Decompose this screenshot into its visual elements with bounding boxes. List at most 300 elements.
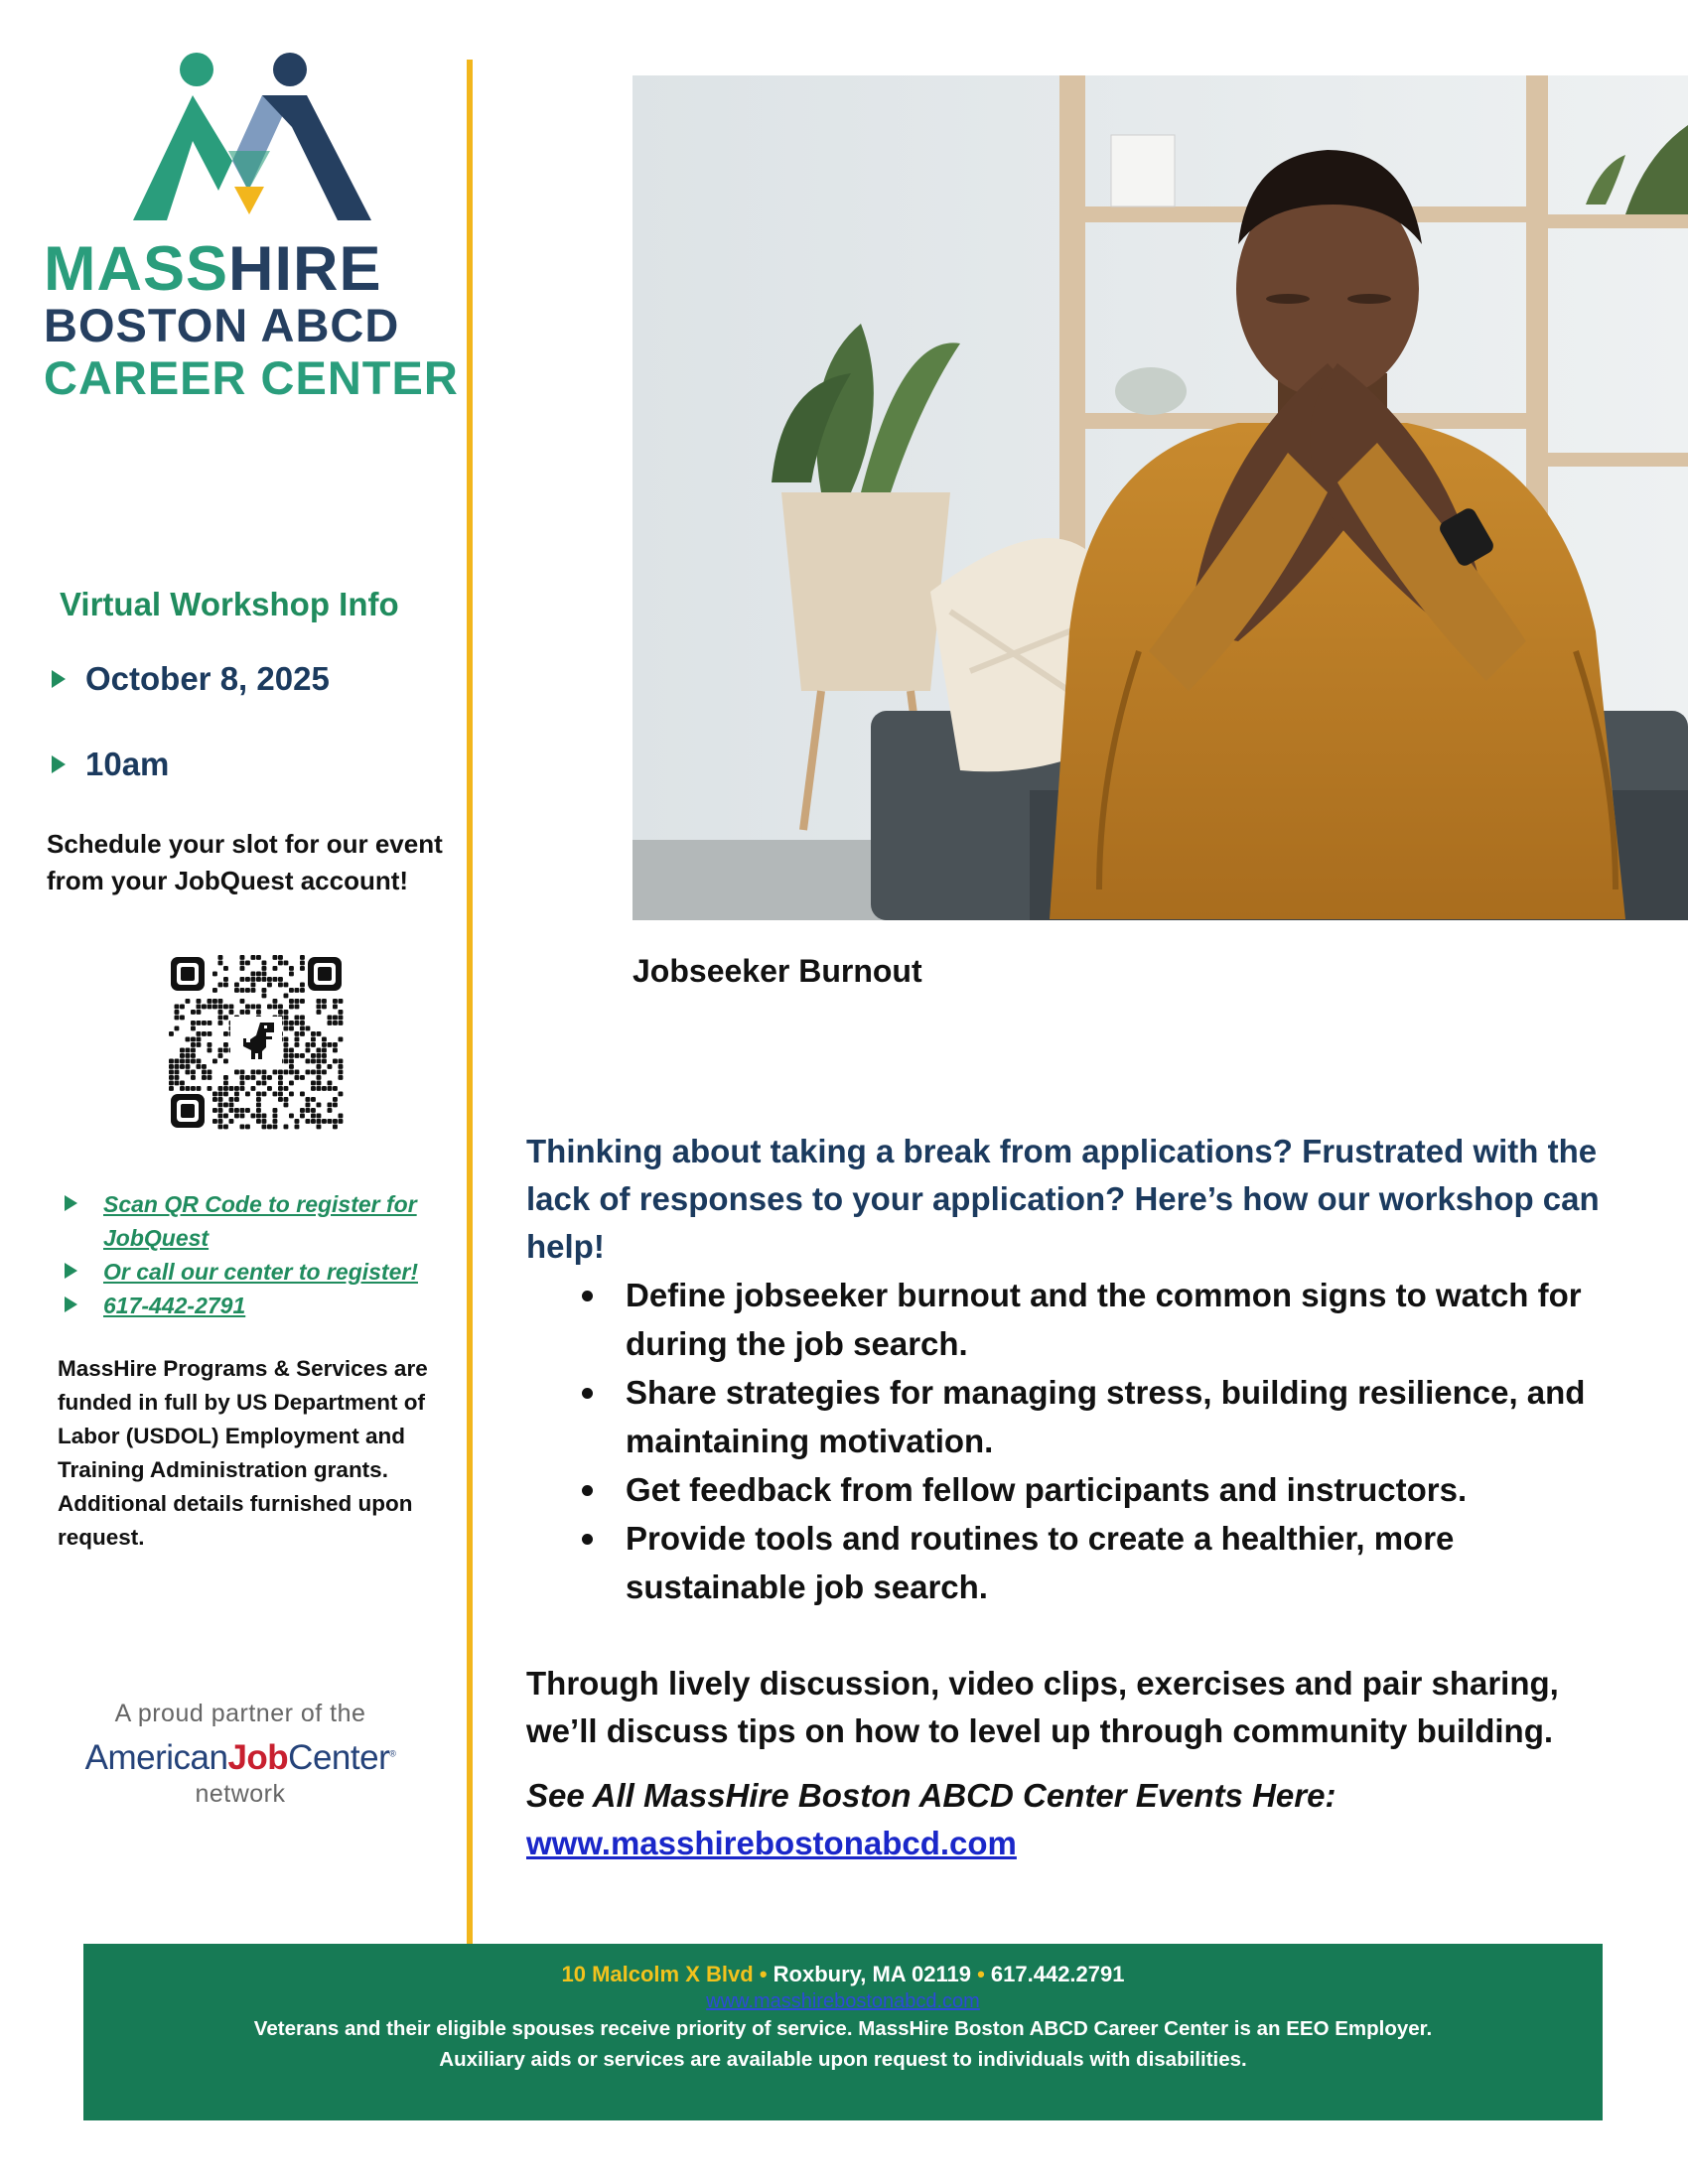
qr-module (212, 1059, 217, 1064)
qr-module (234, 1097, 239, 1102)
qr-module (208, 1086, 212, 1091)
qr-module (245, 1010, 250, 1015)
qr-module (317, 1048, 322, 1053)
qr-module (180, 1081, 185, 1086)
qr-module (218, 1048, 223, 1053)
qr-module (218, 955, 223, 960)
qr-code[interactable] (169, 955, 344, 1130)
qr-module (197, 1059, 202, 1064)
qr-module (197, 1021, 202, 1025)
qr-module (180, 1048, 185, 1053)
qr-module (191, 1042, 196, 1047)
qr-module (197, 1042, 202, 1047)
qr-module (339, 1010, 344, 1015)
qr-module (186, 1086, 191, 1091)
qr-module (169, 1070, 174, 1075)
bullet-dot-icon (582, 1388, 593, 1399)
footer-accessibility-note: Auxiliary aids or services are available upon request to individuals with disabilities. (439, 2048, 1247, 2071)
qr-module (295, 1053, 300, 1058)
qr-module (262, 988, 267, 993)
qr-module (306, 1119, 311, 1124)
qr-module (295, 1119, 300, 1124)
qr-module (328, 1081, 333, 1086)
qr-module (311, 1031, 316, 1036)
qr-module (284, 1086, 289, 1091)
qr-module (289, 1053, 294, 1058)
qr-module (245, 1092, 250, 1097)
qr-module (262, 994, 267, 999)
qr-module (273, 1114, 278, 1119)
qr-module (175, 1075, 180, 1080)
qr-module (295, 988, 300, 993)
qr-module (300, 999, 305, 1004)
qr-module (234, 1108, 239, 1113)
qr-module (191, 1021, 196, 1025)
qr-module (180, 1059, 185, 1064)
qr-module (289, 1081, 294, 1086)
qr-module (262, 1075, 267, 1080)
qr-module (186, 1037, 191, 1042)
list-item: Get feedback from fellow participants and instructors. (526, 1465, 1618, 1514)
qr-module (306, 1042, 311, 1047)
triangle-bullet-icon (65, 1297, 77, 1312)
qr-module (278, 1092, 283, 1097)
qr-module (333, 1016, 338, 1021)
qr-module (311, 1042, 316, 1047)
schedule-instructions: Schedule your slot for our event from your JobQuest account! (47, 829, 443, 895)
qr-module (300, 1114, 305, 1119)
qr-module (339, 1037, 344, 1042)
qr-module (256, 955, 261, 960)
qr-module (262, 1125, 267, 1130)
qr-module (218, 1103, 223, 1108)
qr-module (306, 1097, 311, 1102)
qr-module (339, 1016, 344, 1021)
masshire-logo (44, 52, 461, 409)
closing-paragraph: Through lively discussion, video clips, exercises and pair sharing, we’ll discuss tips on how to level up through community building. (526, 1665, 1559, 1749)
footer-street: 10 Malcolm X Blvd (561, 1962, 754, 1986)
qr-module (262, 1092, 267, 1097)
stressed-jobseeker-photo (633, 75, 1688, 920)
qr-module (191, 1075, 196, 1080)
qr-module (180, 1086, 185, 1091)
american-job-center-wordmark: AmericanJobCenter® (84, 1738, 396, 1777)
qr-module (289, 972, 294, 977)
qr-module (339, 1021, 344, 1025)
qr-module (322, 1059, 327, 1064)
workshop-info-heading: Virtual Workshop Info (60, 586, 399, 622)
qr-module (212, 1119, 217, 1124)
qr-module (175, 1064, 180, 1069)
qr-module (202, 1070, 207, 1075)
qr-module (251, 1070, 256, 1075)
logo-text-masshire: MASSHIRE (44, 234, 382, 304)
qr-module (251, 988, 256, 993)
qr-module (278, 1010, 283, 1015)
qr-module (229, 1119, 234, 1124)
qr-module (311, 1070, 316, 1075)
qr-module (191, 1026, 196, 1031)
triangle-bullet-icon (65, 1263, 77, 1279)
qr-module (295, 1005, 300, 1010)
qr-module (240, 977, 245, 982)
qr-module (202, 1005, 207, 1010)
qr-module (223, 1075, 228, 1080)
footer-address: 10 Malcolm X Blvd • Roxbury, MA 02119 • 617.442.2791 (561, 1962, 1125, 1986)
qr-module (322, 1005, 327, 1010)
qr-module (317, 1119, 322, 1124)
qr-module (306, 1059, 311, 1064)
qr-module (191, 1053, 196, 1058)
qr-module (273, 977, 278, 982)
qr-module (240, 1114, 245, 1119)
qr-module (333, 1097, 338, 1102)
triangle-bullet-icon (65, 1195, 77, 1211)
qr-module (180, 1064, 185, 1069)
qr-module (267, 1075, 272, 1080)
link-call-center[interactable]: Or call our center to register! (62, 1255, 459, 1289)
qr-module (256, 1114, 261, 1119)
qr-module (229, 1108, 234, 1113)
bullet-dot-icon (582, 1291, 593, 1301)
masshire-figures-icon (133, 52, 371, 225)
qr-module (175, 1010, 180, 1015)
qr-module (251, 1075, 256, 1080)
qr-module (311, 1086, 316, 1091)
qr-module (273, 1108, 278, 1113)
qr-module (300, 1075, 305, 1080)
intro-paragraph: Thinking about taking a break from applications? Frustrated with the lack of responses to your application? Here’s how our workshop can help! (526, 1133, 1600, 1265)
qr-module (284, 983, 289, 988)
qr-module (328, 1103, 333, 1108)
qr-module (240, 1086, 245, 1091)
list-item: Share strategies for managing stress, building resilience, and maintaining motivation. (526, 1368, 1618, 1465)
qr-module (306, 1108, 311, 1113)
qr-module (212, 972, 217, 977)
qr-module (256, 972, 261, 977)
qr-module (317, 1005, 322, 1010)
qr-module (333, 1125, 338, 1130)
qr-module (322, 1048, 327, 1053)
qr-module (295, 1031, 300, 1036)
qr-module (256, 1108, 261, 1113)
qr-module (284, 994, 289, 999)
list-item: Define jobseeker burnout and the common signs to watch for during the job search. (526, 1271, 1618, 1368)
dinosaur-icon (230, 1017, 282, 1068)
qr-module (289, 1026, 294, 1031)
qr-module (169, 1031, 174, 1036)
qr-module (311, 1119, 316, 1124)
qr-module (317, 1053, 322, 1058)
vertical-divider (467, 60, 473, 1944)
qr-module (186, 999, 191, 1004)
qr-module (317, 1064, 322, 1069)
qr-module (223, 1081, 228, 1086)
events-website-link[interactable]: www.masshirebostonabcd.com (526, 1825, 1017, 1861)
qr-module (311, 1108, 316, 1113)
qr-module (234, 983, 239, 988)
qr-module (339, 1092, 344, 1097)
qr-module (191, 1037, 196, 1042)
qr-module (180, 1053, 185, 1058)
qr-module (317, 1031, 322, 1036)
qr-module (278, 1005, 283, 1010)
footer-banner (83, 1944, 1603, 2120)
partner-network-text: network (195, 1780, 286, 1808)
footer-website-link[interactable]: www.masshirebostonabcd.com (706, 1990, 980, 2012)
qr-module (202, 1021, 207, 1025)
qr-module (256, 1119, 261, 1124)
qr-module (218, 1114, 223, 1119)
qr-module (333, 1059, 338, 1064)
workshop-title: Jobseeker Burnout (633, 953, 922, 989)
footer-city: Roxbury, MA 02119 (773, 1962, 971, 1986)
qr-module (240, 988, 245, 993)
qr-module (262, 966, 267, 971)
qr-module (197, 1010, 202, 1015)
qr-module (306, 1048, 311, 1053)
qr-module (284, 1053, 289, 1058)
workshop-benefits-list (526, 1271, 1618, 1611)
qr-module (295, 1125, 300, 1130)
qr-module (322, 1070, 327, 1075)
qr-module (234, 988, 239, 993)
qr-module (218, 1108, 223, 1113)
qr-module (169, 1086, 174, 1091)
qr-module (218, 1010, 223, 1015)
qr-module (245, 1125, 250, 1130)
qr-module (333, 999, 338, 1004)
qr-module (212, 988, 217, 993)
qr-module (218, 1053, 223, 1058)
qr-module (240, 955, 245, 960)
qr-module (278, 1075, 283, 1080)
qr-module (223, 1103, 228, 1108)
qr-module (240, 1010, 245, 1015)
registration-links (62, 1187, 459, 1322)
qr-module (306, 1070, 311, 1075)
qr-module (186, 1070, 191, 1075)
qr-module (289, 1114, 294, 1119)
qr-module (212, 1097, 217, 1102)
qr-module (229, 1097, 234, 1102)
qr-module (251, 1086, 256, 1091)
qr-module (300, 1021, 305, 1025)
qr-module (273, 1119, 278, 1124)
triangle-bullet-icon (52, 755, 66, 773)
qr-module (328, 1064, 333, 1069)
qr-module (218, 1086, 223, 1091)
qr-module (212, 1092, 217, 1097)
qr-module (311, 1059, 316, 1064)
qr-module (311, 1037, 316, 1042)
qr-module (218, 1005, 223, 1010)
qr-module (229, 1005, 234, 1010)
qr-module (278, 955, 283, 960)
qr-module (295, 1075, 300, 1080)
qr-module (284, 1059, 289, 1064)
qr-module (208, 1075, 212, 1080)
qr-module (223, 966, 228, 971)
qr-module (240, 1070, 245, 1075)
qr-module (311, 1114, 316, 1119)
list-item: Provide tools and routines to create a healthier, more sustainable job search. (526, 1514, 1618, 1611)
qr-module (191, 1059, 196, 1064)
qr-module (191, 1086, 196, 1091)
qr-module (295, 1016, 300, 1021)
qr-module (229, 1086, 234, 1091)
qr-module (262, 1119, 267, 1124)
qr-module (186, 1064, 191, 1069)
qr-module (245, 961, 250, 966)
qr-module (333, 1119, 338, 1124)
qr-module (262, 1070, 267, 1075)
qr-module (300, 1026, 305, 1031)
qr-module (339, 1119, 344, 1124)
qr-module (223, 983, 228, 988)
qr-module (218, 1016, 223, 1021)
qr-module (295, 1021, 300, 1025)
qr-module (256, 1005, 261, 1010)
qr-module (223, 1005, 228, 1010)
qr-module (278, 983, 283, 988)
qr-module (175, 1059, 180, 1064)
qr-module (218, 1021, 223, 1025)
qr-module (339, 1064, 344, 1069)
qr-module (322, 999, 327, 1004)
qr-module (278, 977, 283, 982)
qr-module (208, 1070, 212, 1075)
qr-module (197, 1086, 202, 1091)
qr-module (333, 1086, 338, 1091)
qr-module (300, 1108, 305, 1113)
qr-module (289, 1005, 294, 1010)
qr-module (223, 1048, 228, 1053)
qr-module (240, 1125, 245, 1130)
qr-module (256, 977, 261, 982)
qr-module (333, 1005, 338, 1010)
qr-module (300, 955, 305, 960)
qr-module (278, 1097, 283, 1102)
qr-module (197, 1037, 202, 1042)
qr-module (284, 1070, 289, 1075)
qr-module (339, 1070, 344, 1075)
qr-module (300, 1092, 305, 1097)
qr-module (289, 1070, 294, 1075)
qr-module (223, 977, 228, 982)
qr-module (339, 999, 344, 1004)
qr-module (267, 1086, 272, 1091)
qr-module (300, 961, 305, 966)
qr-module (273, 966, 278, 971)
qr-module (284, 1021, 289, 1025)
qr-module (208, 1005, 212, 1010)
qr-module (262, 972, 267, 977)
qr-module (300, 983, 305, 988)
link-scan-qr[interactable]: Scan QR Code to register for JobQuest (62, 1187, 459, 1255)
qr-module (186, 1059, 191, 1064)
qr-module (218, 1092, 223, 1097)
qr-module (317, 1114, 322, 1119)
qr-module (197, 1031, 202, 1036)
qr-module (278, 1070, 283, 1075)
qr-module (175, 1005, 180, 1010)
qr-module (339, 1114, 344, 1119)
qr-finder-bottom-left (171, 1094, 205, 1128)
qr-module (273, 999, 278, 1004)
qr-module (180, 1005, 185, 1010)
qr-module (317, 1075, 322, 1080)
qr-module (218, 983, 223, 988)
qr-module (267, 1005, 272, 1010)
qr-module (229, 1103, 234, 1108)
logo-text-boston-abcd: BOSTON ABCD (44, 299, 400, 351)
qr-module (306, 1103, 311, 1108)
qr-module (273, 1005, 278, 1010)
qr-module (295, 1070, 300, 1075)
qr-module (223, 1031, 228, 1036)
qr-module (300, 966, 305, 971)
qr-module (175, 1070, 180, 1075)
qr-module (234, 1092, 239, 1097)
qr-module (218, 1097, 223, 1102)
qr-module (317, 1070, 322, 1075)
qr-module (328, 1086, 333, 1091)
qr-module (295, 1042, 300, 1047)
qr-module (240, 999, 245, 1004)
qr-module (267, 977, 272, 982)
qr-module (284, 1016, 289, 1021)
qr-module (223, 1125, 228, 1130)
qr-module (284, 1026, 289, 1031)
qr-module (339, 1075, 344, 1080)
qr-module (273, 1092, 278, 1097)
qr-module (186, 1048, 191, 1053)
qr-module (245, 977, 250, 982)
workshop-date (52, 660, 330, 698)
qr-module (300, 1031, 305, 1036)
qr-module (328, 1108, 333, 1113)
qr-module (251, 1114, 256, 1119)
qr-module (218, 1125, 223, 1130)
qr-module (256, 1070, 261, 1075)
qr-module (262, 977, 267, 982)
qr-module (284, 1037, 289, 1042)
qr-module (223, 1042, 228, 1047)
qr-module (251, 983, 256, 988)
qr-module (273, 1125, 278, 1130)
link-phone[interactable]: 617-442-2791 (62, 1289, 459, 1322)
qr-module (317, 1081, 322, 1086)
qr-module (284, 1103, 289, 1108)
qr-module (333, 1048, 338, 1053)
bullet-dot-icon (582, 1485, 593, 1496)
qr-module (278, 1086, 283, 1091)
qr-module (322, 1086, 327, 1091)
qr-module (191, 1010, 196, 1015)
qr-module (169, 1081, 174, 1086)
qr-module (256, 1097, 261, 1102)
qr-module (306, 1026, 311, 1031)
qr-module (284, 1010, 289, 1015)
qr-module (218, 1119, 223, 1124)
qr-module (234, 1070, 239, 1075)
qr-module (317, 1125, 322, 1130)
qr-module (262, 1081, 267, 1086)
qr-module (311, 1081, 316, 1086)
qr-module (300, 988, 305, 993)
qr-module (191, 1048, 196, 1053)
